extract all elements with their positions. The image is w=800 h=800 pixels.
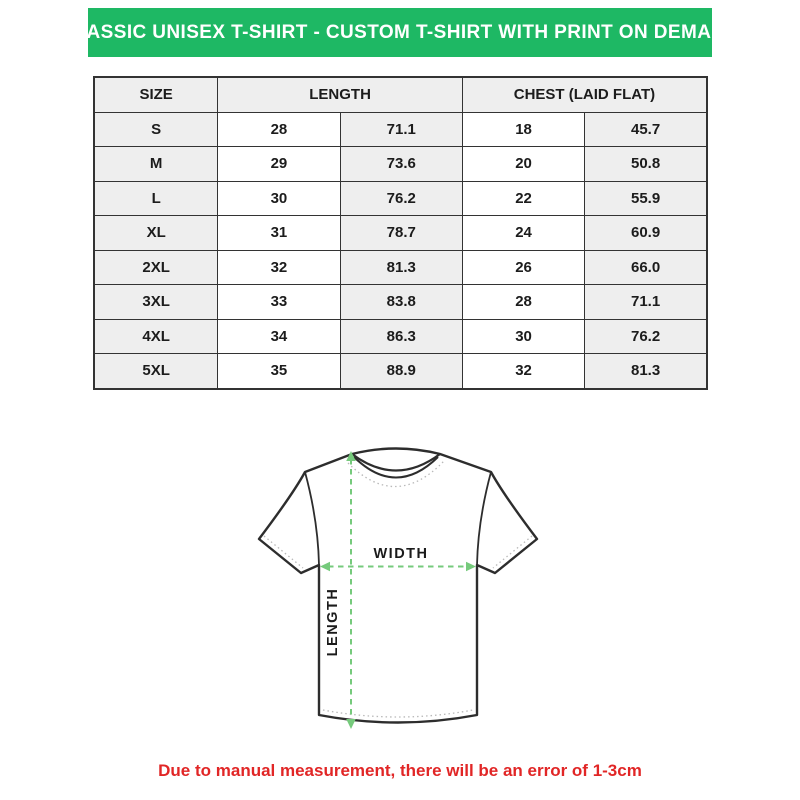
column-header-length: LENGTH bbox=[218, 77, 463, 112]
size-cell: L bbox=[94, 181, 218, 216]
page-title: CLASSIC UNISEX T-SHIRT - CUSTOM T-SHIRT WITH PRINT ON DEMAND bbox=[60, 21, 740, 43]
table-row bbox=[94, 250, 707, 285]
width-label: WIDTH bbox=[373, 546, 429, 562]
size-cell: S bbox=[94, 112, 218, 147]
chest-cm-cell: 50.8 bbox=[585, 147, 707, 182]
length-in-cell: 28 bbox=[218, 112, 340, 147]
chest-cm-cell: 81.3 bbox=[585, 354, 707, 389]
size-cell: M bbox=[94, 147, 218, 182]
chest-in-cell: 28 bbox=[462, 285, 584, 320]
size-cell: XL bbox=[94, 216, 218, 251]
table-row bbox=[94, 216, 707, 251]
chest-cm-cell: 76.2 bbox=[585, 319, 707, 354]
chest-in-cell: 22 bbox=[462, 181, 584, 216]
column-header-size: SIZE bbox=[94, 77, 218, 112]
chest-cm-cell: 71.1 bbox=[585, 285, 707, 320]
length-in-cell: 35 bbox=[218, 354, 340, 389]
chest-in-cell: 26 bbox=[462, 250, 584, 285]
length-in-cell: 33 bbox=[218, 285, 340, 320]
length-cm-cell: 76.2 bbox=[340, 181, 462, 216]
chest-in-cell: 30 bbox=[462, 319, 584, 354]
table-row bbox=[94, 147, 707, 182]
length-cm-cell: 86.3 bbox=[340, 319, 462, 354]
size-table bbox=[93, 76, 708, 390]
size-cell: 3XL bbox=[94, 285, 218, 320]
table-row bbox=[94, 354, 707, 389]
size-cell: 5XL bbox=[94, 354, 218, 389]
length-in-cell: 32 bbox=[218, 250, 340, 285]
table-row bbox=[94, 319, 707, 354]
title-banner bbox=[60, 8, 740, 57]
length-cm-cell: 78.7 bbox=[340, 216, 462, 251]
length-in-cell: 34 bbox=[218, 319, 340, 354]
size-table-container bbox=[93, 76, 708, 390]
chest-cm-cell: 55.9 bbox=[585, 181, 707, 216]
chest-cm-cell: 60.9 bbox=[585, 216, 707, 251]
tshirt-outline bbox=[259, 449, 537, 723]
chest-in-cell: 32 bbox=[462, 354, 584, 389]
chest-in-cell: 20 bbox=[462, 147, 584, 182]
chest-in-cell: 18 bbox=[462, 112, 584, 147]
column-header-chest: CHEST (LAID FLAT) bbox=[462, 77, 707, 112]
length-in-cell: 31 bbox=[218, 216, 340, 251]
length-label: LENGTH bbox=[325, 587, 341, 657]
length-cm-cell: 83.8 bbox=[340, 285, 462, 320]
length-cm-cell: 81.3 bbox=[340, 250, 462, 285]
table-row bbox=[94, 181, 707, 216]
size-cell: 4XL bbox=[94, 319, 218, 354]
length-in-cell: 30 bbox=[218, 181, 340, 216]
table-row bbox=[94, 112, 707, 147]
length-in-cell: 29 bbox=[218, 147, 340, 182]
chest-cm-cell: 45.7 bbox=[585, 112, 707, 147]
length-cm-cell: 73.6 bbox=[340, 147, 462, 182]
chest-in-cell: 24 bbox=[462, 216, 584, 251]
chest-cm-cell: 66.0 bbox=[585, 250, 707, 285]
table-row bbox=[94, 285, 707, 320]
measurement-disclaimer: Due to manual measurement, there will be an error of 1-3cm bbox=[158, 761, 642, 780]
length-cm-cell: 88.9 bbox=[340, 354, 462, 389]
size-cell: 2XL bbox=[94, 250, 218, 285]
table-header-row bbox=[94, 77, 707, 112]
length-cm-cell: 71.1 bbox=[340, 112, 462, 147]
tshirt-measurement-diagram bbox=[249, 438, 551, 753]
